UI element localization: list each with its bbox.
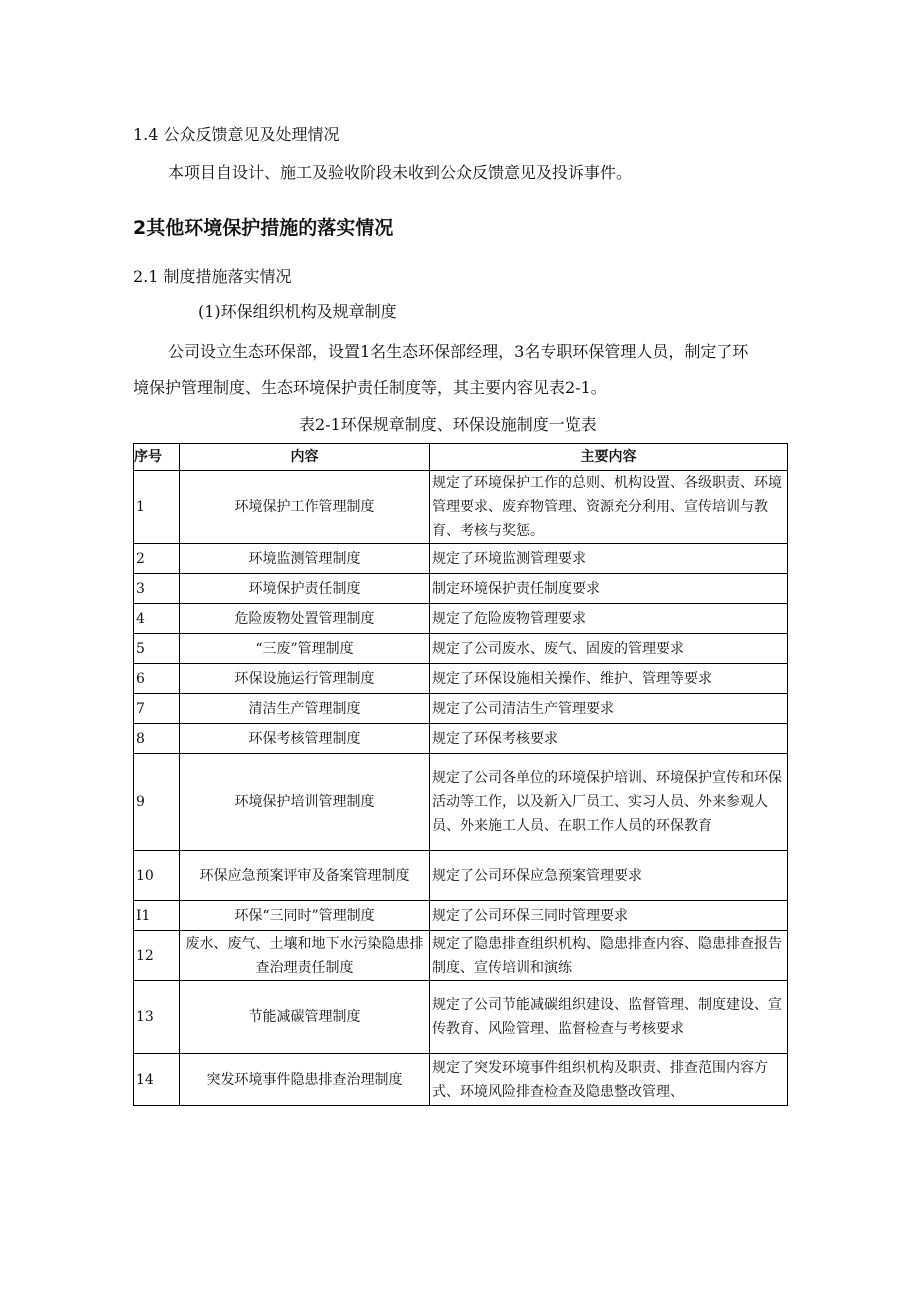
row-name: “三废”管理制度: [180, 634, 430, 664]
row-number: 10: [134, 851, 180, 901]
row-number: 3: [134, 574, 180, 604]
row-desc: 规定了公司废水、废气、固废的管理要求: [430, 634, 788, 664]
table-row: [134, 471, 788, 544]
section-2-1-para-line2: 境保护管理制度、生态环境保护责任制度等，其主要内容见表2-1。: [133, 378, 607, 397]
row-number: 7: [134, 694, 180, 724]
table-row: [134, 604, 788, 634]
row-desc: 规定了危险废物管理要求: [430, 604, 788, 634]
section-1-4-heading: 1.4 公众反馈意见及处理情况: [133, 125, 340, 144]
table-row: [134, 634, 788, 664]
section-2-1-subheading: (1)环保组织机构及规章制度: [198, 302, 397, 321]
section-1-4-body: 本项目自设计、施工及验收阶段未收到公众反馈意见及投诉事件。: [168, 163, 633, 182]
table-row: [134, 574, 788, 604]
section-2-heading: 2其他环境保护措施的落实情况: [133, 217, 394, 239]
table-row: [134, 724, 788, 754]
row-number: I1: [134, 901, 180, 931]
row-desc: 规定了环保考核要求: [430, 724, 788, 754]
row-name: 危险废物处置管理制度: [180, 604, 430, 634]
row-desc: 规定了公司环保三同时管理要求: [430, 901, 788, 931]
table-row: [134, 981, 788, 1054]
table-header-row: [134, 444, 788, 471]
row-number: 14: [134, 1054, 180, 1106]
row-name: 环保考核管理制度: [180, 724, 430, 754]
row-name: 环保设施运行管理制度: [180, 664, 430, 694]
row-number: 9: [134, 754, 180, 851]
row-desc: 规定了环境保护工作的总则、机构设置、各级职责、环境管理要求、废弃物管理、资源充分利用、宣传培训与教育、考核与奖惩。: [430, 471, 788, 544]
table-row: [134, 694, 788, 724]
table-row: [134, 931, 788, 981]
header-content: 内容: [180, 444, 430, 471]
row-desc: 规定了隐患排查组织机构、隐患排查内容、隐患排查报告制度、宣传培训和演练: [430, 931, 788, 981]
row-desc: 规定了环保设施相关操作、维护、管理等要求: [430, 664, 788, 694]
section-2-1-heading: 2.1 制度措施落实情况: [133, 267, 292, 286]
row-number: 12: [134, 931, 180, 981]
row-name: 废水、废气、土壤和地下水污染隐患排查治理责任制度: [180, 931, 430, 981]
table-row: [134, 664, 788, 694]
row-desc: 规定了公司节能减碳组织建设、监督管理、制度建设、宣传教育、风险管理、监督检查与考核要求: [430, 981, 788, 1054]
table-caption: 表2-1环保规章制度、环保设施制度一览表: [299, 415, 597, 434]
row-name: 环境保护培训管理制度: [180, 754, 430, 851]
row-name: 节能减碳管理制度: [180, 981, 430, 1054]
row-name: 环境保护责任制度: [180, 574, 430, 604]
row-desc: 规定了公司清洁生产管理要求: [430, 694, 788, 724]
row-name: 清洁生产管理制度: [180, 694, 430, 724]
table-row: [134, 901, 788, 931]
header-number: 序号: [134, 444, 180, 471]
row-desc: 制定环境保护责任制度要求: [430, 574, 788, 604]
row-desc: 规定了公司环保应急预案管理要求: [430, 851, 788, 901]
row-name: 环境监测管理制度: [180, 544, 430, 574]
row-desc: 规定了突发环境事件组织机构及职责、排查范围内容方式、环境风险排查检查及隐患整改管理、: [430, 1054, 788, 1106]
regulations-table: [133, 443, 788, 1106]
section-2-1-para-line1: 公司设立生态环保部，设置1名生态环保部经理，3名专职环保管理人员，制定了环: [168, 342, 749, 361]
row-name: 环保“三同时”管理制度: [180, 901, 430, 931]
header-main-content: 主要内容: [430, 444, 788, 471]
table-row: [134, 1054, 788, 1106]
row-name: 环境保护工作管理制度: [180, 471, 430, 544]
table-row: [134, 754, 788, 851]
row-number: 5: [134, 634, 180, 664]
table-row: [134, 544, 788, 574]
row-number: 13: [134, 981, 180, 1054]
row-number: 8: [134, 724, 180, 754]
row-desc: 规定了环境监测管理要求: [430, 544, 788, 574]
row-name: 突发环境事件隐患排查治理制度: [180, 1054, 430, 1106]
row-desc: 规定了公司各单位的环境保护培训、环境保护宣传和环保活动等工作，以及新入厂员工、实习人员、外来参观人员、外来施工人员、在职工作人员的环保教育: [430, 754, 788, 851]
row-name: 环保应急预案评审及备案管理制度: [180, 851, 430, 901]
row-number: 2: [134, 544, 180, 574]
row-number: 1: [134, 471, 180, 544]
row-number: 6: [134, 664, 180, 694]
table-row: [134, 851, 788, 901]
row-number: 4: [134, 604, 180, 634]
